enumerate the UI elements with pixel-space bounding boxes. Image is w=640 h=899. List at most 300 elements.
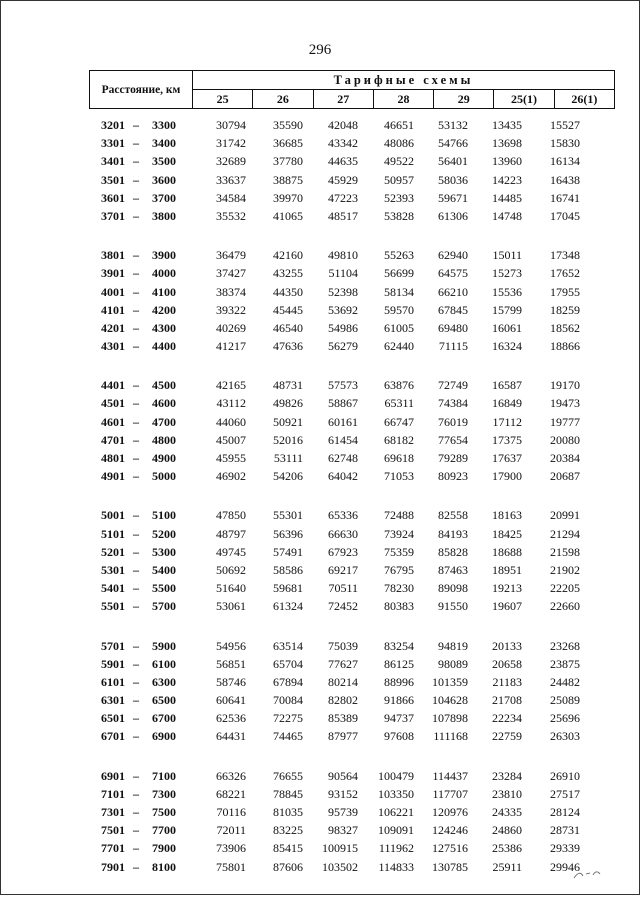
tariff-value: 80383 <box>384 599 414 614</box>
tariff-value: 62940 <box>438 248 468 263</box>
tariff-value: 87977 <box>328 729 358 744</box>
distance-from: 5501 <box>101 599 125 614</box>
tariff-value: 30794 <box>216 118 246 132</box>
tariff-value: 49826 <box>273 396 303 411</box>
distance-from: 4801 <box>101 451 125 465</box>
distance-to: 7100 <box>152 768 176 783</box>
distance-from: 3601 <box>101 190 125 205</box>
range-dash: – <box>133 248 139 263</box>
tariff-value: 69618 <box>384 451 414 465</box>
tariff-value: 15799 <box>492 302 522 317</box>
tariff-value: 46902 <box>216 469 246 484</box>
tariff-value: 72749 <box>438 378 468 393</box>
tariff-value: 95739 <box>328 805 358 819</box>
tariff-value: 16849 <box>492 396 522 411</box>
tariff-value: 47636 <box>273 339 303 354</box>
tariff-value: 16587 <box>492 378 522 393</box>
range-dash: – <box>133 823 139 838</box>
distance-to: 5300 <box>152 544 176 559</box>
range-dash: – <box>133 544 139 559</box>
tariff-value: 46540 <box>273 320 303 335</box>
distance-to: 6700 <box>152 711 176 726</box>
tariff-value: 45929 <box>328 172 358 187</box>
range-dash: – <box>133 378 139 393</box>
distance-to: 4500 <box>152 378 176 393</box>
distance-to: 4100 <box>152 284 176 299</box>
table-row <box>0 581 640 599</box>
table-row <box>0 823 640 841</box>
distance-to: 6900 <box>152 729 176 744</box>
tariff-value: 24860 <box>492 823 522 838</box>
tariff-value: 28731 <box>550 823 580 838</box>
tariff-value: 29339 <box>550 841 580 856</box>
tariff-value: 13960 <box>492 154 522 169</box>
handwritten-mark <box>572 868 602 880</box>
tariff-value: 52393 <box>384 190 414 205</box>
table-row <box>0 209 640 227</box>
tariff-value: 29946 <box>550 859 580 874</box>
table-row <box>0 599 640 617</box>
tariff-value: 58134 <box>384 284 414 299</box>
tariff-value: 46651 <box>384 118 414 132</box>
distance-to: 3600 <box>152 172 176 187</box>
table-header <box>89 70 615 109</box>
tariff-value: 127516 <box>432 841 468 856</box>
tariff-value: 51104 <box>328 266 358 281</box>
tariff-value: 15273 <box>492 266 522 281</box>
distance-to: 5700 <box>152 599 176 614</box>
range-dash: – <box>133 172 139 187</box>
tariff-value: 50957 <box>384 172 414 187</box>
tariff-value: 73924 <box>384 526 414 541</box>
range-dash: – <box>133 841 139 856</box>
tariff-value: 44635 <box>328 154 358 169</box>
tariff-value: 65704 <box>273 656 303 671</box>
distance-to: 5400 <box>152 562 176 577</box>
tariff-value: 54986 <box>328 320 358 335</box>
tariff-value: 48517 <box>328 208 358 223</box>
tariff-value: 66326 <box>216 768 246 783</box>
tariff-value: 71053 <box>384 469 414 484</box>
tariff-value: 36479 <box>216 248 246 263</box>
tariff-value: 71115 <box>438 339 468 354</box>
tariff-value: 32689 <box>216 154 246 169</box>
tariff-value: 14485 <box>492 190 522 205</box>
distance-from: 4301 <box>101 339 125 354</box>
tariff-value: 78230 <box>384 581 414 596</box>
distance-from: 4601 <box>101 414 125 429</box>
distance-from: 5301 <box>101 562 125 577</box>
tariff-value: 18951 <box>492 562 522 577</box>
range-dash: – <box>133 154 139 169</box>
distance-from: 6501 <box>101 711 125 726</box>
distance-to: 4600 <box>152 396 176 411</box>
table-row <box>0 787 640 805</box>
tariff-value: 25089 <box>550 693 580 708</box>
range-dash: – <box>133 208 139 223</box>
tariff-value: 20658 <box>492 656 522 671</box>
distance-to: 4800 <box>152 432 176 447</box>
tariff-value: 76019 <box>438 414 468 429</box>
tariff-value: 61005 <box>384 320 414 335</box>
distance-from: 5201 <box>101 544 125 559</box>
tariff-value: 64042 <box>328 469 358 484</box>
tariff-value: 17375 <box>492 432 522 447</box>
tariff-value: 78845 <box>273 786 303 801</box>
tariff-value: 58586 <box>273 562 303 577</box>
tariff-value: 19170 <box>550 378 580 393</box>
column-header: 25 <box>193 90 253 109</box>
tariff-value: 24482 <box>550 674 580 689</box>
tariff-value: 109091 <box>378 823 414 838</box>
distance-to: 4200 <box>152 302 176 317</box>
table-row <box>0 154 640 172</box>
distance-from: 4901 <box>101 469 125 484</box>
tariff-value: 74384 <box>438 396 468 411</box>
tariff-value: 40269 <box>216 320 246 335</box>
table-row <box>0 841 640 859</box>
distance-from: 5401 <box>101 581 125 596</box>
tariff-value: 62536 <box>216 711 246 726</box>
distance-from: 7501 <box>101 823 125 838</box>
tariff-value: 65311 <box>384 396 414 411</box>
tariff-value: 20080 <box>550 432 580 447</box>
tariff-value: 21598 <box>550 544 580 559</box>
tariff-value: 117707 <box>432 786 468 801</box>
tariff-value: 69217 <box>328 562 358 577</box>
tariff-value: 47850 <box>216 508 246 523</box>
tariff-value: 20687 <box>550 469 580 484</box>
tariff-value: 61454 <box>328 432 358 447</box>
tariff-value: 49745 <box>216 544 246 559</box>
table-row <box>0 639 640 657</box>
table-row <box>0 508 640 526</box>
table-row <box>0 451 640 469</box>
range-dash: – <box>133 729 139 744</box>
tariff-value: 20384 <box>550 451 580 465</box>
range-dash: – <box>133 136 139 151</box>
tariff-value: 97608 <box>384 729 414 744</box>
tariff-value: 93152 <box>328 786 358 801</box>
range-dash: – <box>133 693 139 708</box>
tariff-value: 94819 <box>438 638 468 653</box>
tariff-value: 24335 <box>492 805 522 819</box>
tariff-value: 16061 <box>492 320 522 335</box>
tariff-value: 18866 <box>550 339 580 354</box>
tariff-value: 77654 <box>438 432 468 447</box>
table-row <box>0 675 640 693</box>
tariff-value: 58746 <box>216 674 246 689</box>
range-dash: – <box>133 469 139 484</box>
tariff-value: 81035 <box>273 805 303 819</box>
tariff-value: 15536 <box>492 284 522 299</box>
tariff-value: 13698 <box>492 136 522 151</box>
tariff-value: 70116 <box>216 805 246 819</box>
tariff-value: 45007 <box>216 432 246 447</box>
tariff-value: 83225 <box>273 823 303 838</box>
tariff-value: 90564 <box>328 768 358 783</box>
tariff-value: 84193 <box>438 526 468 541</box>
distance-to: 6500 <box>152 693 176 708</box>
range-dash: – <box>133 656 139 671</box>
tariff-value: 15527 <box>550 118 580 132</box>
distance-from: 3201 <box>101 118 125 132</box>
tariff-value: 27517 <box>550 786 580 801</box>
tariff-value: 17955 <box>550 284 580 299</box>
tariff-value: 50921 <box>273 414 303 429</box>
tariff-value: 14223 <box>492 172 522 187</box>
tariff-value: 52016 <box>273 432 303 447</box>
tariff-value: 61306 <box>438 208 468 223</box>
tariff-value: 49522 <box>384 154 414 169</box>
tariff-value: 75359 <box>384 544 414 559</box>
tariff-value: 41065 <box>273 208 303 223</box>
range-dash: – <box>133 266 139 281</box>
distance-from: 4201 <box>101 320 125 335</box>
table-row <box>0 433 640 451</box>
tariff-value: 19607 <box>492 599 522 614</box>
tariff-value: 80923 <box>438 469 468 484</box>
table-row <box>0 711 640 729</box>
range-dash: – <box>133 508 139 523</box>
tariff-value: 57573 <box>328 378 358 393</box>
tariff-value: 17900 <box>492 469 522 484</box>
distance-to: 5500 <box>152 581 176 596</box>
tariff-value: 66747 <box>384 414 414 429</box>
distance-from: 3901 <box>101 266 125 281</box>
distance-to: 5100 <box>152 508 176 523</box>
table-row <box>0 173 640 191</box>
range-dash: – <box>133 786 139 801</box>
distance-to: 4400 <box>152 339 176 354</box>
tariff-value: 76795 <box>384 562 414 577</box>
tariff-value: 22234 <box>492 711 522 726</box>
tariff-value: 17348 <box>550 248 580 263</box>
tariff-value: 120976 <box>432 805 468 819</box>
tariff-value: 70084 <box>273 693 303 708</box>
tariff-value: 17045 <box>550 208 580 223</box>
tariff-value: 111168 <box>433 729 468 744</box>
distance-from: 4701 <box>101 432 125 447</box>
tariff-value: 53061 <box>216 599 246 614</box>
tariff-value: 58867 <box>328 396 358 411</box>
table-row <box>0 563 640 581</box>
tariff-value: 51640 <box>216 581 246 596</box>
tariff-value: 66630 <box>328 526 358 541</box>
row-group <box>0 769 640 878</box>
tariff-value: 64575 <box>438 266 468 281</box>
tariff-value: 87463 <box>438 562 468 577</box>
tariff-value: 72011 <box>216 823 246 838</box>
tariff-value: 59681 <box>273 581 303 596</box>
distance-from: 5701 <box>101 638 125 653</box>
distance-to: 4300 <box>152 320 176 335</box>
row-group <box>0 639 640 748</box>
table-row <box>0 545 640 563</box>
tariff-schemes-header: Тарифные схемы <box>193 71 615 90</box>
tariff-value: 35532 <box>216 208 246 223</box>
tariff-value: 18688 <box>492 544 522 559</box>
distance-from: 3301 <box>101 136 125 151</box>
tariff-value: 50692 <box>216 562 246 577</box>
distance-from: 6301 <box>101 693 125 708</box>
row-group <box>0 508 640 617</box>
tariff-value: 88996 <box>384 674 414 689</box>
tariff-value: 91866 <box>384 693 414 708</box>
tariff-value: 54956 <box>216 638 246 653</box>
tariff-value: 23810 <box>492 786 522 801</box>
tariff-table-body <box>0 118 640 899</box>
table-row <box>0 248 640 266</box>
distance-from: 4501 <box>101 396 125 411</box>
tariff-value: 48797 <box>216 526 246 541</box>
tariff-value: 37780 <box>273 154 303 169</box>
tariff-value: 18562 <box>550 320 580 335</box>
tariff-value: 74465 <box>273 729 303 744</box>
tariff-value: 37427 <box>216 266 246 281</box>
tariff-value: 49810 <box>328 248 358 263</box>
range-dash: – <box>133 581 139 596</box>
table-row <box>0 769 640 787</box>
tariff-value: 124246 <box>432 823 468 838</box>
range-dash: – <box>133 414 139 429</box>
table-row <box>0 396 640 414</box>
tariff-value: 73906 <box>216 841 246 856</box>
tariff-value: 103350 <box>378 786 414 801</box>
row-group <box>0 248 640 357</box>
distance-to: 7300 <box>152 786 176 801</box>
tariff-value: 15830 <box>550 136 580 151</box>
range-dash: – <box>133 118 139 132</box>
column-header: 29 <box>434 90 494 109</box>
tariff-value: 54766 <box>438 136 468 151</box>
tariff-value: 23284 <box>492 768 522 783</box>
tariff-value: 72275 <box>273 711 303 726</box>
tariff-value: 69480 <box>438 320 468 335</box>
tariff-value: 22759 <box>492 729 522 744</box>
tariff-value: 56699 <box>384 266 414 281</box>
tariff-value: 14748 <box>492 208 522 223</box>
tariff-value: 75801 <box>216 859 246 874</box>
tariff-value: 44060 <box>216 414 246 429</box>
tariff-value: 61324 <box>273 599 303 614</box>
tariff-value: 21708 <box>492 693 522 708</box>
distance-from: 5901 <box>101 656 125 671</box>
tariff-value: 16438 <box>550 172 580 187</box>
distance-to: 7900 <box>152 841 176 856</box>
page-number: 296 <box>308 42 332 58</box>
tariff-value: 89098 <box>438 581 468 596</box>
tariff-value: 38875 <box>273 172 303 187</box>
tariff-value: 72488 <box>384 508 414 523</box>
distance-to: 4900 <box>152 451 176 465</box>
distance-from: 6701 <box>101 729 125 744</box>
tariff-value: 53828 <box>384 208 414 223</box>
tariff-value: 33637 <box>216 172 246 187</box>
tariff-value: 41217 <box>216 339 246 354</box>
distance-to: 3300 <box>152 118 176 132</box>
distance-to: 4000 <box>152 266 176 281</box>
tariff-value: 56279 <box>328 339 358 354</box>
tariff-value: 114833 <box>378 859 414 874</box>
tariff-value: 59671 <box>438 190 468 205</box>
tariff-value: 18163 <box>492 508 522 523</box>
table-row <box>0 321 640 339</box>
tariff-value: 20991 <box>550 508 580 523</box>
distance-from: 6101 <box>101 674 125 689</box>
tariff-value: 114437 <box>432 768 468 783</box>
tariff-value: 111962 <box>378 841 414 856</box>
tariff-value: 98327 <box>328 823 358 838</box>
tariff-value: 26303 <box>550 729 580 744</box>
tariff-value: 103502 <box>322 859 358 874</box>
range-dash: – <box>133 320 139 335</box>
tariff-value: 17637 <box>492 451 522 465</box>
tariff-value: 67845 <box>438 302 468 317</box>
tariff-value: 62748 <box>328 451 358 465</box>
distance-from: 3801 <box>101 248 125 263</box>
tariff-value: 75039 <box>328 638 358 653</box>
tariff-value: 59570 <box>384 302 414 317</box>
tariff-value: 25911 <box>492 859 522 874</box>
tariff-value: 25696 <box>550 711 580 726</box>
tariff-value: 20133 <box>492 638 522 653</box>
range-dash: – <box>133 562 139 577</box>
distance-to: 3800 <box>152 208 176 223</box>
range-dash: – <box>133 190 139 205</box>
tariff-value: 28124 <box>550 805 580 819</box>
range-dash: – <box>133 396 139 411</box>
tariff-value: 76655 <box>273 768 303 783</box>
range-dash: – <box>133 302 139 317</box>
row-group <box>0 118 640 227</box>
tariff-value: 67894 <box>273 674 303 689</box>
range-dash: – <box>133 768 139 783</box>
table-row <box>0 191 640 209</box>
tariff-value: 42165 <box>216 378 246 393</box>
table-row <box>0 378 640 396</box>
tariff-value: 19777 <box>550 414 580 429</box>
tariff-value: 56851 <box>216 656 246 671</box>
column-header: 28 <box>373 90 433 109</box>
tariff-value: 19213 <box>492 581 522 596</box>
distance-from: 6901 <box>101 768 125 783</box>
tariff-value: 53692 <box>328 302 358 317</box>
tariff-value: 85828 <box>438 544 468 559</box>
tariff-value: 107898 <box>432 711 468 726</box>
distance-to: 3900 <box>152 248 176 263</box>
tariff-value: 130785 <box>432 859 468 874</box>
table-row <box>0 729 640 747</box>
tariff-value: 62440 <box>384 339 414 354</box>
table-row <box>0 657 640 675</box>
range-dash: – <box>133 638 139 653</box>
distance-to: 7500 <box>152 805 176 819</box>
distance-to: 5000 <box>152 469 176 484</box>
table-row <box>0 303 640 321</box>
distance-to: 5900 <box>152 638 176 653</box>
tariff-value: 60641 <box>216 693 246 708</box>
column-header: 26 <box>253 90 313 109</box>
tariff-value: 63514 <box>273 638 303 653</box>
tariff-value: 44350 <box>273 284 303 299</box>
distance-to: 5200 <box>152 526 176 541</box>
range-dash: – <box>133 599 139 614</box>
distance-to: 3500 <box>152 154 176 169</box>
tariff-value: 52398 <box>328 284 358 299</box>
distance-to: 6100 <box>152 656 176 671</box>
distance-from: 3401 <box>101 154 125 169</box>
